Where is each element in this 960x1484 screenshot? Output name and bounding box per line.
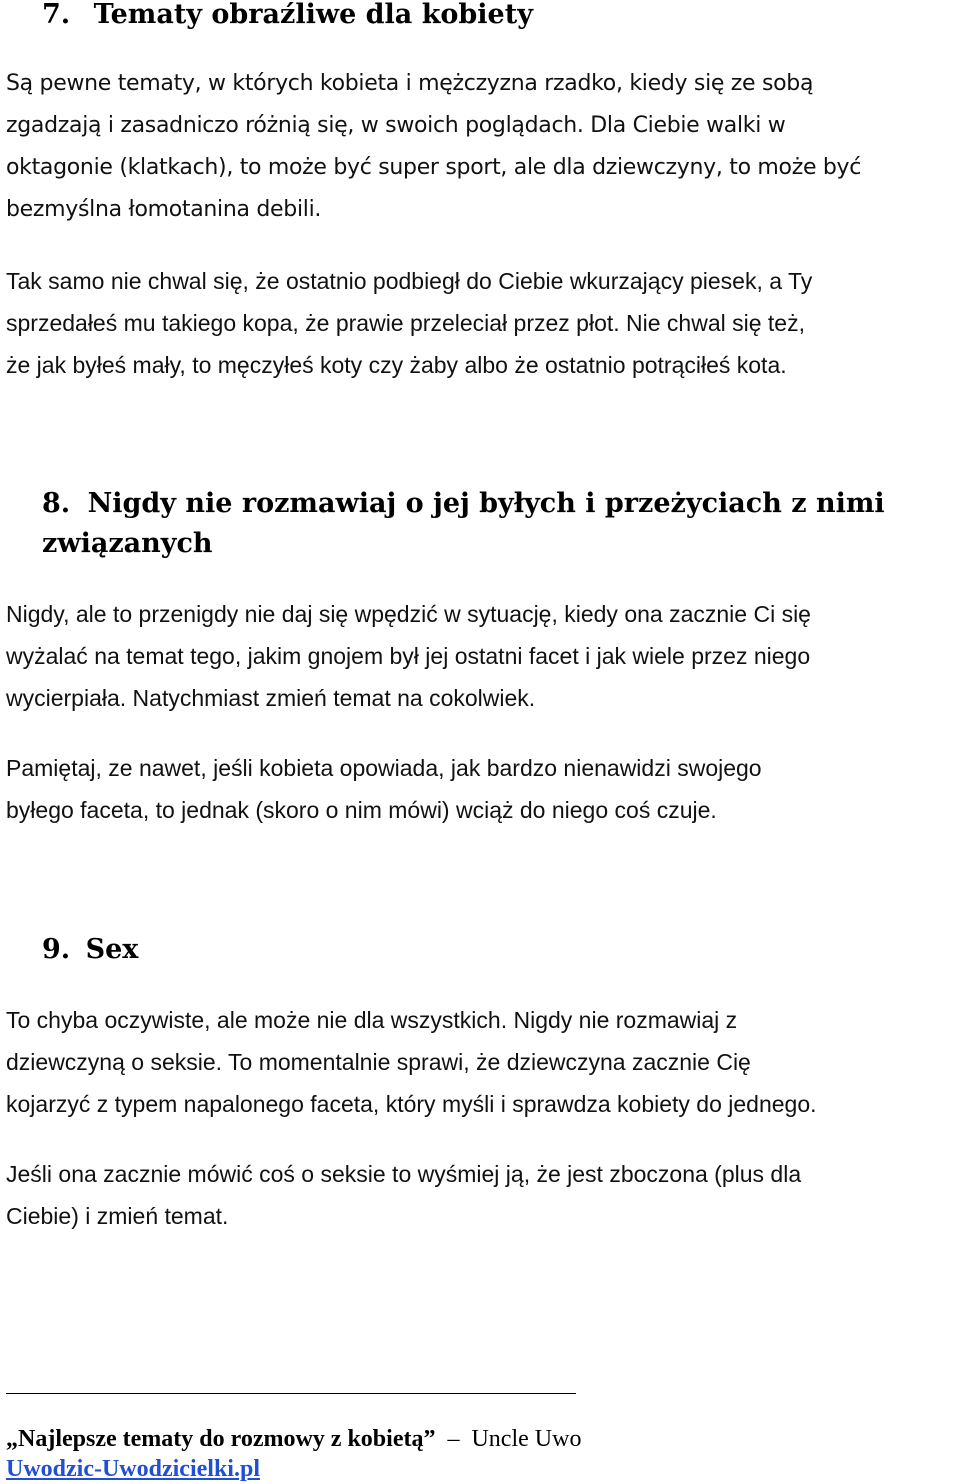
section-7-title: Tematy obraźliwe dla kobiety xyxy=(93,0,533,30)
section-9-number: 9. xyxy=(42,934,71,965)
text-line: sprzedałeś mu takiego kopa, że prawie przeleciał przez płot. Nie chwal się też, xyxy=(6,310,805,336)
section-9-paragraph-1 xyxy=(6,999,960,1125)
text-line: kojarzyć z typem napalonego faceta, który myśli i sprawdza kobiety do jednego. xyxy=(6,1091,817,1117)
text-line: Tak samo nie chwal się, że ostatnio podbiegł do Ciebie wkurzający piesek, a Ty xyxy=(6,268,813,294)
footer-book-line xyxy=(6,1422,581,1456)
section-9-paragraph-2 xyxy=(6,1153,960,1237)
section-9-heading xyxy=(42,930,138,970)
text-line: Jeśli ona zacznie mówić coś o seksie to wyśmiej ją, że jest zboczona (plus dla xyxy=(6,1161,802,1187)
text-line: wyżalać na temat tego, jakim gnojem był jej ostatni facet i jak wiele przez niego xyxy=(6,643,811,669)
text-line: oktagonie (klatkach), to może być super sport, ale dla dziewczyny, to może być xyxy=(6,155,862,180)
section-9-title: Sex xyxy=(85,934,139,965)
section-7-heading xyxy=(42,0,533,35)
footer-separator: – xyxy=(447,1426,460,1452)
text-line: byłego faceta, to jednak (skoro o nim mówi) wciąż do niego coś czuje. xyxy=(6,797,717,823)
section-8-number: 8. xyxy=(42,488,71,519)
section-8-heading xyxy=(42,484,885,564)
footer-book-title: „Najlepsze tematy do rozmowy z kobietą” xyxy=(6,1426,436,1452)
footer-author: Uncle Uwo xyxy=(471,1426,582,1452)
text-line: Są pewne tematy, w których kobieta i mężczyzna rzadko, kiedy się ze sobą xyxy=(6,71,814,96)
text-line: Nigdy, ale to przenigdy nie daj się wpędzić w sytuację, kiedy ona zacznie Ci się xyxy=(6,601,811,627)
footer-divider xyxy=(6,1393,576,1394)
section-7-paragraph-1 xyxy=(6,63,960,231)
text-line: dziewczyną o seksie. To momentalnie sprawi, że dziewczyna zacznie Cię xyxy=(6,1049,751,1075)
text-line: Ciebie) i zmień temat. xyxy=(6,1203,229,1229)
text-line: wycierpiała. Natychmiast zmień temat na cokolwiek. xyxy=(6,685,536,711)
footer-website-link[interactable]: Uwodzic-Uwodzicielki.pl xyxy=(6,1456,260,1482)
section-8-title-line-2: związanych xyxy=(42,528,213,559)
section-8-title-line-1 xyxy=(42,484,885,524)
text-line: Pamiętaj, ze nawet, jeśli kobieta opowiada, jak bardzo nienawidzi swojego xyxy=(6,755,762,781)
section-8-paragraph-1 xyxy=(6,593,960,719)
section-8-paragraph-2 xyxy=(6,747,960,831)
text-line: To chyba oczywiste, ale może nie dla wszystkich. Nigdy nie rozmawiaj z xyxy=(6,1007,738,1033)
text-line: bezmyślna łomotanina debili. xyxy=(6,197,322,222)
section-8-title: Nigdy nie rozmawiaj o jej byłych i przeżyciach z nimi xyxy=(87,488,885,519)
section-7-number: 7. xyxy=(42,0,71,30)
text-line: że jak byłeś mały, to męczyłeś koty czy żaby albo że ostatnio potrąciłeś kota. xyxy=(6,352,787,378)
text-line: zgadzają i zasadniczo różnią się, w swoich poglądach. Dla Ciebie walki w xyxy=(6,113,786,138)
section-7-paragraph-2 xyxy=(6,260,960,386)
